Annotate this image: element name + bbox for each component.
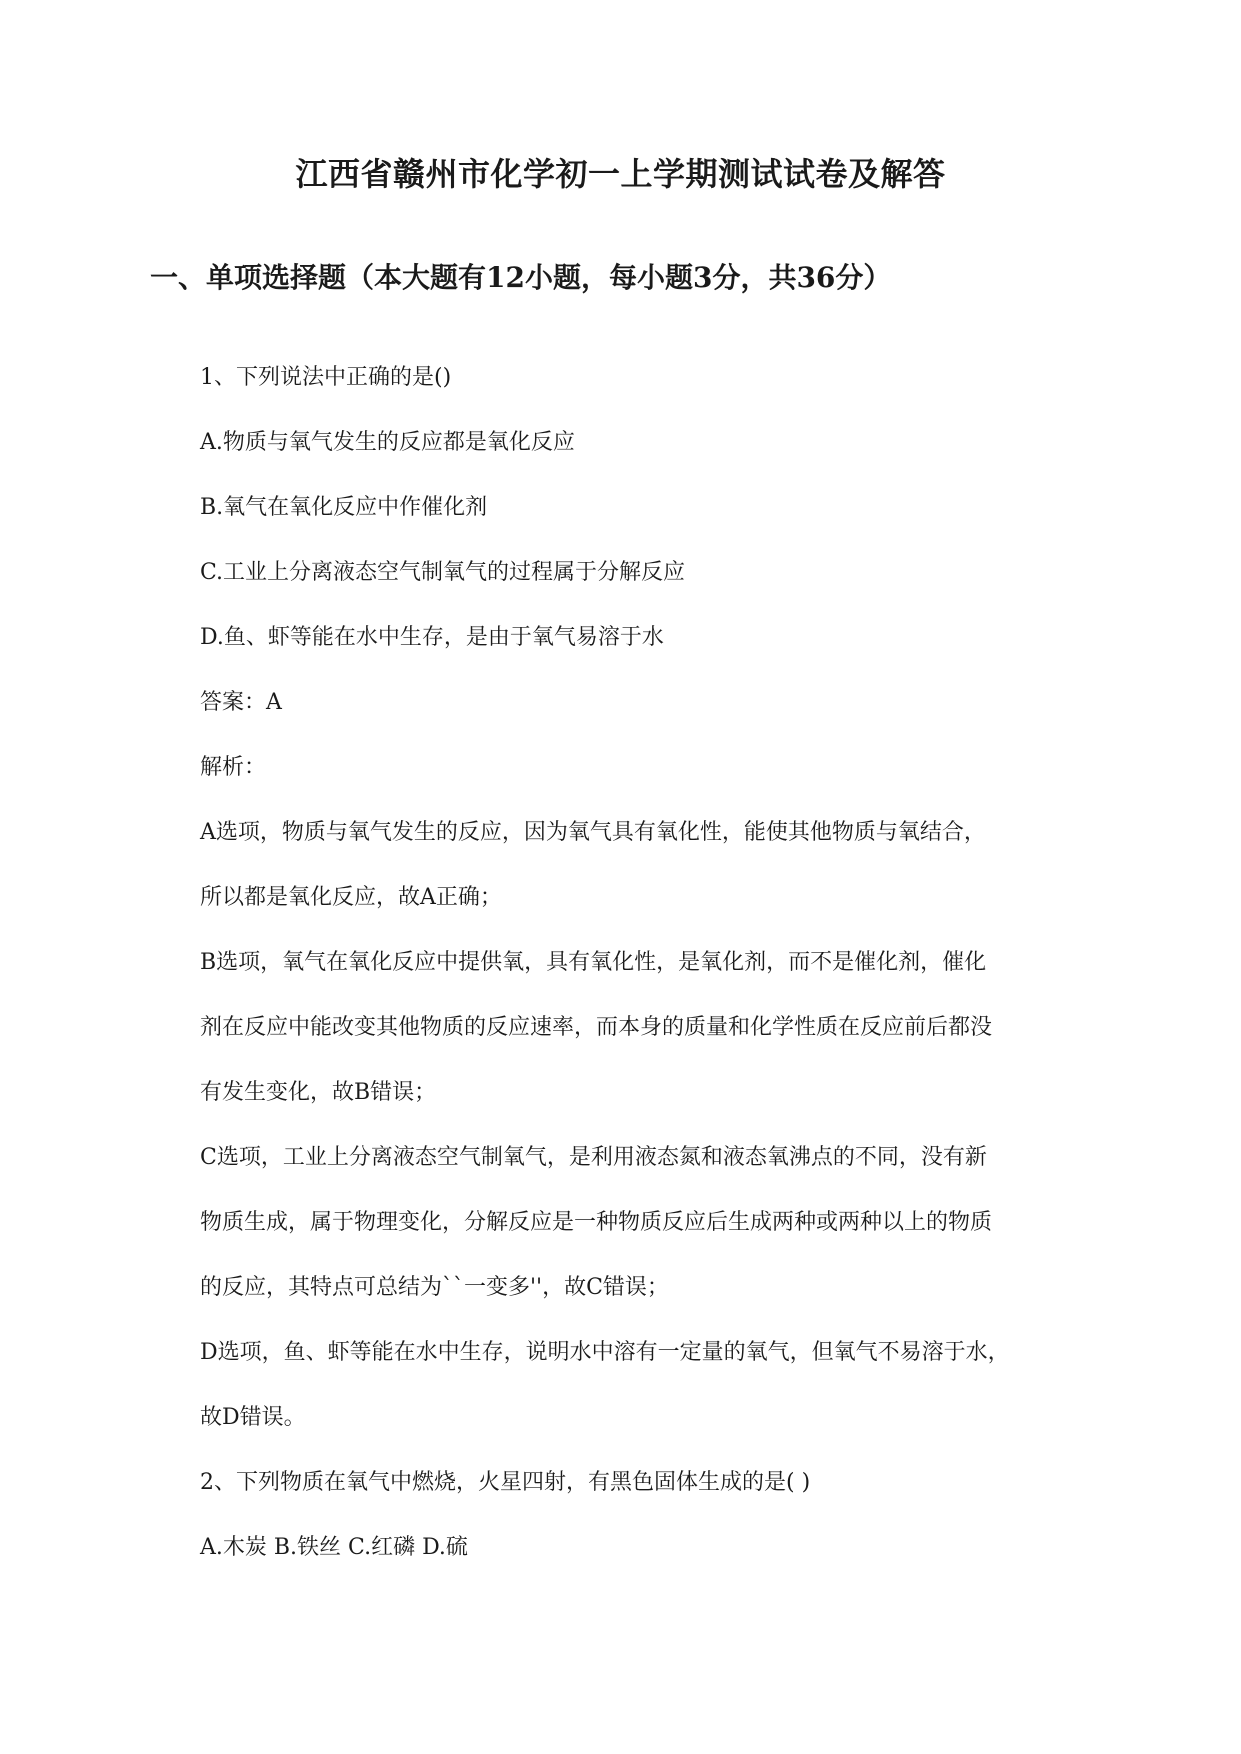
analysis-line: 有发生变化，故B错误； <box>200 1080 437 1105</box>
option-b: B.氧气在氧化反应中作催化剂 <box>200 495 488 520</box>
question-stem: 1、下列说法中正确的是() <box>200 365 452 390</box>
analysis-c <box>200 1125 1100 1320</box>
analysis-line: C选项，工业上分离液态空气制氧气，是利用液态氮和液态氧沸点的不同，没有新 <box>200 1145 987 1170</box>
option-d: D.鱼、虾等能在水中生存，是由于氧气易溶于水 <box>200 625 664 650</box>
analysis-line: A选项，物质与氧气发生的反应，因为氧气具有氧化性，能使其他物质与氧结合， <box>200 820 986 845</box>
option-c: C.工业上分离液态空气制氧气的过程属于分解反应 <box>200 560 686 585</box>
analysis-line: 故D错误。 <box>200 1405 306 1430</box>
option-a: A.物质与氧气发生的反应都是氧化反应 <box>200 430 575 455</box>
analysis-line: 物质生成，属于物理变化，分解反应是一种物质反应后生成两种或两种以上的物质 <box>200 1210 993 1235</box>
analysis-a <box>200 800 1100 930</box>
section-heading: 一、单项选择题（本大题有12小题，每小题3分，共36分） <box>150 261 892 294</box>
analysis-d <box>200 1320 1100 1450</box>
document-title: 江西省赣州市化学初一上学期测试试卷及解答 <box>295 155 946 193</box>
answer: 答案：A <box>200 690 282 715</box>
analysis-b <box>200 930 1100 1125</box>
question-body <box>200 345 1100 1580</box>
question-1 <box>200 345 1100 1450</box>
question-2 <box>200 1450 1100 1580</box>
question-stem: 2、下列物质在氧气中燃烧，火星四射，有黑色固体生成的是( ) <box>200 1470 811 1495</box>
analysis-line: 剂在反应中能改变其他物质的反应速率，而本身的质量和化学性质在反应前后都没 <box>200 1015 993 1040</box>
analysis-line: D选项，鱼、虾等能在水中生存，说明水中溶有一定量的氧气，但氧气不易溶于水， <box>200 1340 1010 1365</box>
analysis-line: B选项，氧气在氧化反应中提供氧，具有氧化性，是氧化剂，而不是催化剂，催化 <box>200 950 987 975</box>
analysis-line: 的反应，其特点可总结为``一变多''，故C错误； <box>200 1275 669 1300</box>
analysis-line: 所以都是氧化反应，故A正确； <box>200 885 502 910</box>
analysis-label: 解析： <box>200 755 267 780</box>
options-line: A.木炭 B.铁丝 C.红磷 D.硫 <box>200 1535 468 1560</box>
